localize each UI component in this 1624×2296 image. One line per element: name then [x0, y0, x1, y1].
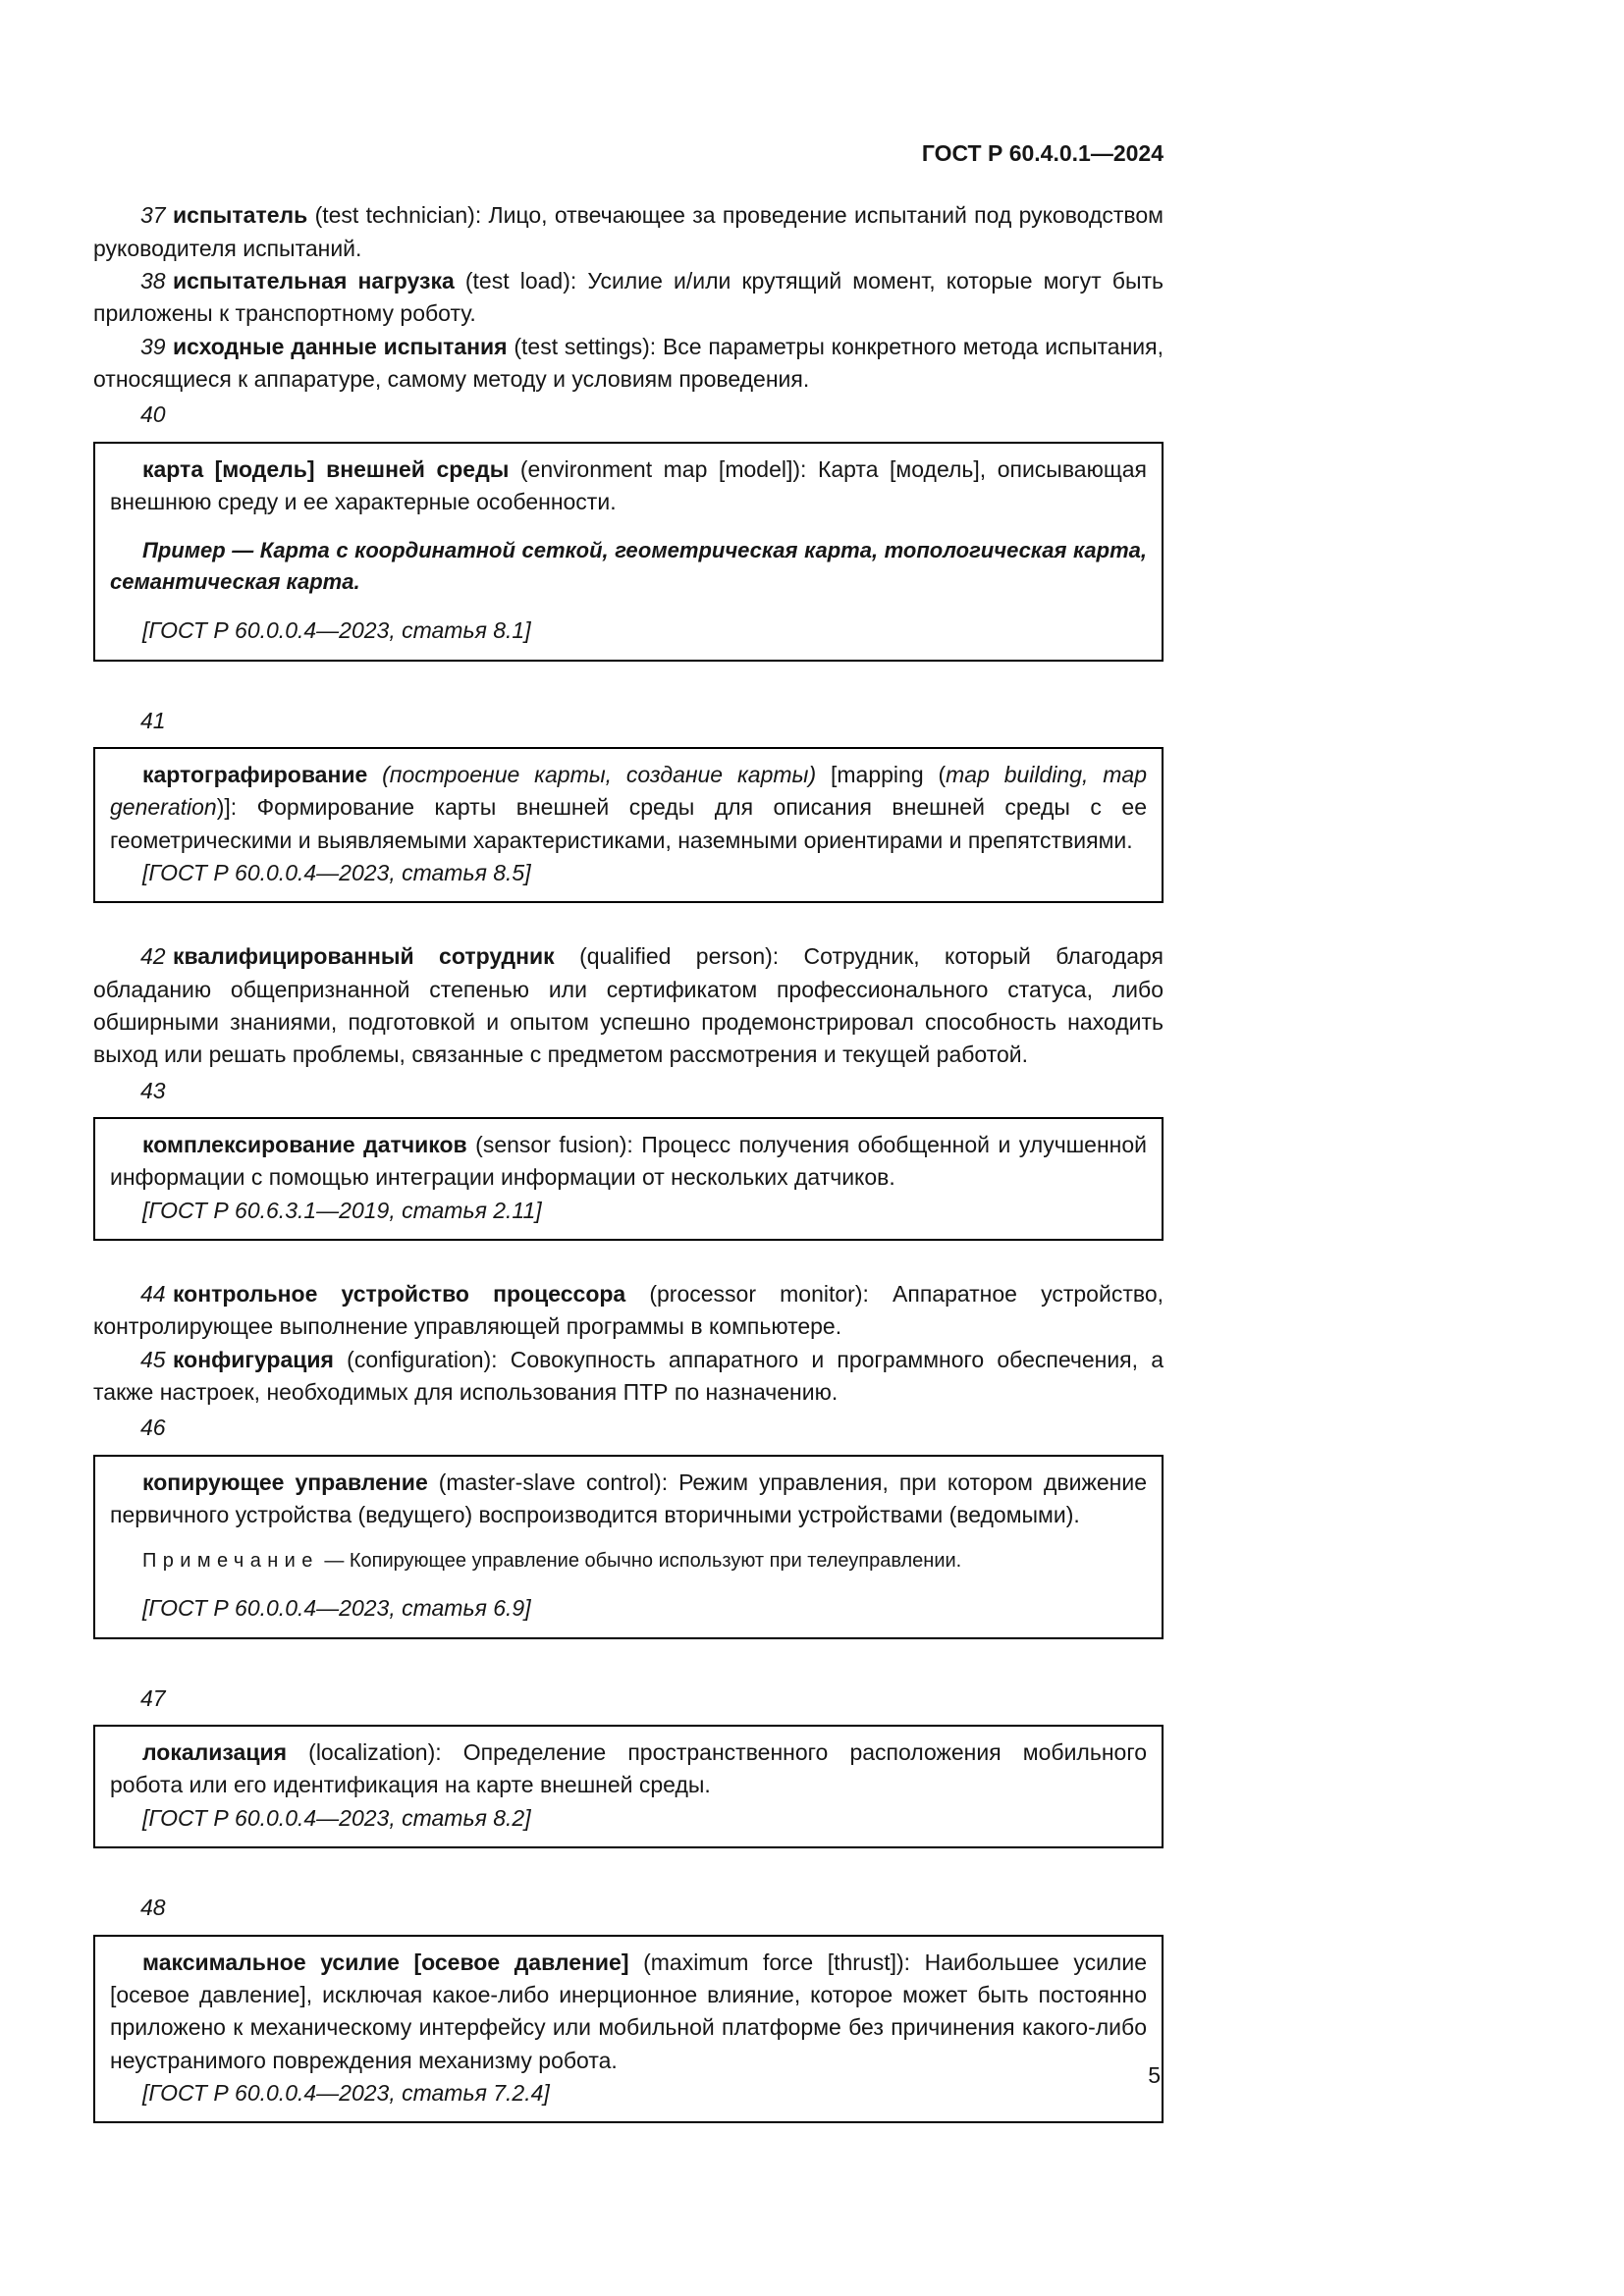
term-definition-44: (processor monitor): Аппаратное устройство, контролирующее выполнение управляющей программы в компьютере. [93, 1281, 1164, 1340]
page-number: 5 [1148, 2061, 1161, 2088]
source-ref-43: [ГОСТ Р 60.6.3.1—2019, статья 2.11] [142, 1197, 542, 1223]
boxed-term-entry-40 [110, 454, 1147, 519]
definition-box-48 [93, 1935, 1164, 2124]
boxed-term-entry-46 [110, 1467, 1147, 1532]
term-name-47: локализация [142, 1739, 288, 1766]
source-ref-41: [ГОСТ Р 60.0.0.4—2023, статья 8.5] [142, 859, 531, 885]
term-name-40: карта [модель] внешней среды [142, 455, 510, 482]
term-definition-43: (sensor fusion): Процесс получения обобщенной и улучшенной информации с помощью интеграции информации от нескольких датчиков. [110, 1132, 1147, 1191]
note-46 [110, 1547, 1147, 1575]
entry-number-43: 43 [140, 1077, 166, 1103]
entry-number-48: 48 [140, 1895, 166, 1921]
term-entry-45 [93, 1344, 1164, 1410]
term-definition-47: (localization): Определение пространственного расположения мобильного робота или его идентификация на карте внешней среды. [110, 1739, 1147, 1798]
boxed-term-entry-48 [110, 1947, 1147, 2077]
boxed-term-entry-47 [110, 1736, 1147, 1802]
term-name-37: испытатель [172, 202, 308, 229]
term-number-42: 42 [140, 943, 166, 970]
doc-code: ГОСТ Р 60.4.0.1—2024 [921, 140, 1164, 166]
example-40: Пример — Карта с координатной сеткой, геометрическая карта, топологическая карта, семантическая карта. [110, 538, 1147, 595]
term-definition-42: (qualified person): Сотрудник, который благодаря обладанию общепризнанной степенью или сертификатом профессионального статуса, либо обширными знаниями, подготовкой и опытом успешно продемонстрировал способность находить выход или решать проблемы, связанные с предметом рассмотрения и текущей работой. [93, 943, 1164, 1068]
term-number-45: 45 [140, 1346, 166, 1372]
term-entry-37 [93, 199, 1164, 265]
source-ref-40: [ГОСТ Р 60.0.0.4—2023, статья 8.1] [142, 617, 531, 644]
term-definition-40: (environment map [model]): Карта [модель], описывающая внешнюю среду и ее характерные особенности. [110, 455, 1147, 515]
definition-box-46 [93, 1455, 1164, 1639]
term-name-41: картографирование [142, 761, 368, 787]
boxed-term-entry-41 [110, 759, 1147, 857]
definition-box-47 [93, 1725, 1164, 1848]
term-name-42: квалифицированный сотрудник [172, 943, 555, 970]
entry-number-47: 47 [140, 1684, 166, 1711]
definition-box-41 [93, 747, 1164, 903]
term-name-44: контрольное устройство процессора [172, 1281, 626, 1308]
boxed-term-entry-43 [110, 1129, 1147, 1195]
term-name-38: испытательная нагрузка [172, 268, 455, 294]
term-definition-39: (test settings): Все параметры конкретного метода испытания, относящиеся к аппаратуре, самому методу и условиям проведения. [93, 333, 1164, 393]
note-text-46: — Копирующее управление обычно используют при телеуправлении. [318, 1550, 962, 1573]
definition-box-40 [93, 442, 1164, 662]
term-definition-46: (master-slave control): Режим управления, при котором движение первичного устройства (ведущего) воспроизводится вторичными устройствами (ведомыми). [110, 1468, 1147, 1528]
entry-number-41: 41 [140, 707, 166, 733]
term-entry-44 [93, 1278, 1164, 1344]
source-ref-47: [ГОСТ Р 60.0.0.4—2023, статья 8.2] [142, 1804, 531, 1831]
definition-box-43 [93, 1117, 1164, 1241]
entry-number-40: 40 [140, 401, 166, 428]
term-definition-48: (maximum force [thrust]): Наибольшее усилие [осевое давление], исключая какое-либо инерционное влияние, которое может быть постоянно приложено к механическому интерфейсу или мобильной платформе без причинения какого-либо неустранимого повреждения механизму робота. [110, 1949, 1147, 2073]
term-number-38: 38 [140, 268, 166, 294]
term-name-48: максимальное усилие [осевое давление] [142, 1949, 629, 1975]
term-name-45: конфигурация [172, 1346, 334, 1372]
term-definition-41: )]: Формирование карты внешней среды для описания внешней среды с ее геометрическими и выявляемыми характеристиками, наземными ориентирами и препятствиями. [110, 794, 1147, 853]
term-english-intro-41: [mapping ( [816, 761, 947, 787]
term-synonyms-41: (построение карты, создание карты) [367, 761, 817, 787]
term-name-46: копирующее управление [142, 1468, 428, 1495]
term-entry-42 [93, 940, 1164, 1071]
source-ref-48: [ГОСТ Р 60.0.0.4—2023, статья 7.2.4] [142, 2079, 550, 2106]
entry-number-46: 46 [140, 1415, 166, 1441]
term-definition-45: (configuration): Совокупность аппаратного и программного обеспечения, а также настроек, необходимых для использования ПТР по назначению. [93, 1346, 1164, 1406]
term-entry-38 [93, 265, 1164, 331]
term-name-43: комплексирование датчиков [142, 1132, 467, 1157]
term-number-44: 44 [140, 1281, 166, 1308]
term-english-41: map building, map generation [110, 761, 1147, 821]
note-label-46: Примечание [142, 1550, 319, 1573]
term-definition-38: (test load): Усилие и/или крутящий момент, которые могут быть приложены к транспортному роботу. [93, 268, 1164, 327]
term-number-39: 39 [140, 333, 166, 359]
term-number-37: 37 [140, 202, 166, 229]
term-entry-39 [93, 331, 1164, 397]
source-ref-46: [ГОСТ Р 60.0.0.4—2023, статья 6.9] [142, 1595, 531, 1622]
term-definition-37: (test technician): Лицо, отвечающее за проведение испытаний под руководством руководителя испытаний. [93, 202, 1164, 261]
term-name-39: исходные данные испытания [172, 333, 508, 359]
